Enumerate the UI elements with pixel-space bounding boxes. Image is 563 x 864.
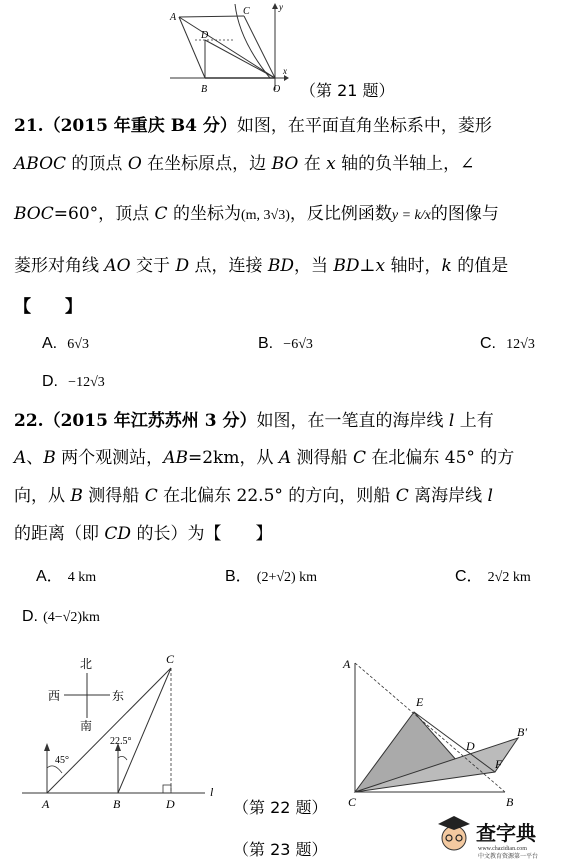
q21-point: D — [175, 256, 190, 276]
q21-line-1 — [14, 111, 492, 136]
compass-north: 北 — [80, 657, 93, 671]
fig21-label-A: A — [170, 12, 177, 23]
figure-21 — [165, 0, 295, 95]
q22-text: 上有 — [454, 411, 494, 431]
fig22-label-D: D — [166, 797, 175, 811]
q21-text: 在 — [298, 154, 327, 174]
option-letter: A． — [36, 568, 63, 585]
q21-line-4 — [14, 251, 508, 276]
q21-line-3 — [14, 199, 499, 224]
q21-coordinate: (m, 3√3) — [240, 208, 290, 223]
q22-text: 离海岸线 — [408, 486, 488, 506]
figure-22 — [10, 648, 230, 818]
q22-line-2 — [14, 443, 514, 468]
q22-segment: AB — [163, 448, 188, 468]
fig21-label-C: C — [243, 6, 250, 17]
q21-option-a[interactable] — [42, 333, 89, 353]
option-value: (4−√2)km — [43, 610, 100, 625]
q21-text: ，当 — [294, 256, 334, 276]
fig23-label-E: E — [416, 695, 424, 709]
fig22-angle-45: 45° — [55, 755, 69, 766]
option-value: (2+√2) km — [256, 570, 318, 585]
q22-text: 、 — [26, 448, 44, 468]
q21-text: 点，连接 — [189, 256, 268, 276]
q21-text: 轴的负半轴上，∠ — [335, 154, 475, 174]
fig23-label-C: C — [348, 795, 357, 809]
q21-text: 轴时， — [385, 256, 442, 276]
fig22-label-l: l — [210, 785, 214, 799]
compass-east: 东 — [112, 689, 125, 703]
logo-text: 查字典 — [476, 823, 536, 845]
q22-text: 如图，在一笔直的海岸线 — [256, 411, 449, 431]
q21-axis: x — [326, 154, 336, 174]
q21-text: 的图像与 — [430, 204, 499, 224]
q22-text: 两个观测站， — [55, 448, 164, 468]
q22-option-d[interactable] — [22, 606, 100, 626]
fig21-label-x: x — [283, 66, 287, 76]
q22-segment: CD — [104, 524, 132, 544]
q22-text: 测得船 — [291, 448, 353, 468]
q22-point: C — [352, 448, 366, 468]
q22-text: 测得船 — [82, 486, 145, 506]
q21-segment: BD — [267, 256, 295, 276]
option-letter: C． — [455, 568, 483, 585]
fig22-label-B: B — [113, 797, 121, 811]
q21-segment: BO — [271, 154, 299, 174]
q21-line-2 — [14, 149, 474, 174]
q21-rhombus-name: ABOC — [14, 154, 67, 174]
q22-point: B — [70, 486, 83, 506]
q21-angle: BOC — [14, 204, 54, 224]
option-value: −6√3 — [283, 337, 313, 352]
q21-text: ，反比例函数 — [289, 204, 392, 224]
fig22-label-A: A — [42, 797, 50, 811]
option-value: 12√3 — [506, 337, 535, 352]
q21-point: C — [154, 204, 168, 224]
q21-text: 的值是 — [451, 256, 509, 276]
option-letter: D. — [22, 608, 38, 625]
q22-option-a[interactable] — [36, 563, 96, 586]
chazidian-logo — [434, 808, 562, 860]
fig23-label-D: D — [466, 739, 475, 753]
fig23-label-A: A — [343, 657, 351, 671]
q22-point: C — [144, 486, 158, 506]
q21-text: 如图，在平面直角坐标系中，菱形 — [236, 116, 492, 136]
q22-line-1 — [14, 406, 494, 431]
q21-text: 在坐标原点，边 — [141, 154, 272, 174]
q22-option-c[interactable] — [455, 563, 531, 586]
q21-option-c[interactable] — [480, 333, 535, 353]
q21-text: 菱形对角线 — [14, 256, 105, 276]
q22-point: A — [278, 448, 292, 468]
fig23-label-Bprime: B' — [517, 725, 527, 739]
q21-k: k — [441, 256, 452, 276]
q22-text: 的长）为【 】 — [131, 524, 273, 544]
option-letter: C. — [480, 335, 496, 352]
q21-point: O — [127, 154, 142, 174]
option-value: 2√2 km — [487, 570, 531, 585]
q21-text: 交于 — [130, 256, 176, 276]
figure-23-caption: （第 23 题） — [233, 840, 328, 859]
q22-point: B — [43, 448, 56, 468]
fig22-label-C: C — [166, 652, 175, 666]
q22-line-4 — [14, 519, 272, 544]
fig23-label-F: F — [495, 757, 503, 771]
q22-text: 在北偏东 22.5° 的方向，则船 — [157, 486, 396, 506]
figure-23 — [340, 650, 540, 815]
q22-text: =2km，从 — [187, 448, 279, 468]
q21-source: （2015 年重庆 B4 分） — [43, 116, 237, 136]
fig23-label-B: B — [506, 795, 514, 809]
q22-number: 22. — [14, 411, 44, 431]
option-letter: D. — [42, 373, 58, 390]
option-letter: B. — [258, 335, 274, 352]
option-value: 4 km — [67, 570, 97, 585]
figure-22-caption: （第 22 题） — [233, 798, 328, 817]
q22-option-b[interactable] — [225, 563, 317, 586]
q21-number: 21. — [14, 116, 44, 136]
q21-perpendicular: BD⊥x — [333, 256, 386, 276]
fig21-label-y: y — [279, 2, 283, 12]
logo-sub: 中文教育资源第一平台 — [478, 854, 539, 860]
q22-text: 在北偏东 45° 的方 — [365, 448, 515, 468]
q21-answer-bracket: 【 】 — [14, 297, 82, 317]
scholar-icon — [434, 808, 562, 860]
option-letter: B． — [225, 568, 252, 585]
q21-text: 的坐标为 — [167, 204, 241, 224]
option-value: 6√3 — [67, 337, 89, 352]
q22-point: C — [395, 486, 409, 506]
compass-west: 西 — [48, 689, 61, 703]
q22-text: 向，从 — [14, 486, 71, 506]
figure-21-caption: （第 21 题） — [300, 81, 395, 100]
compass-south: 南 — [80, 719, 93, 733]
q21-segment: AO — [104, 256, 131, 276]
q21-function: y = k/x — [391, 208, 431, 223]
q22-text: 的距离（即 — [14, 524, 105, 544]
fig22-angle-22-5: 22.5° — [110, 736, 132, 747]
q21-option-b[interactable] — [258, 333, 313, 353]
q21-option-d[interactable] — [42, 371, 105, 391]
q22-point: A — [14, 448, 27, 468]
fig21-label-D: D — [201, 30, 209, 41]
logo-url: www.chazidian.com — [478, 846, 527, 852]
q22-source: （2015 年江苏苏州 3 分） — [43, 411, 257, 431]
q22-line-3 — [14, 481, 493, 506]
q21-text: =60°，顶点 — [53, 204, 155, 224]
q22-line-l: l — [487, 486, 493, 506]
fig21-label-B: B — [201, 84, 208, 95]
option-value: −12√3 — [68, 375, 105, 390]
q22-line-l: l — [448, 411, 455, 431]
q21-text: 的顶点 — [66, 154, 128, 174]
fig21-label-O: O — [273, 84, 281, 95]
option-letter: A. — [42, 335, 58, 352]
